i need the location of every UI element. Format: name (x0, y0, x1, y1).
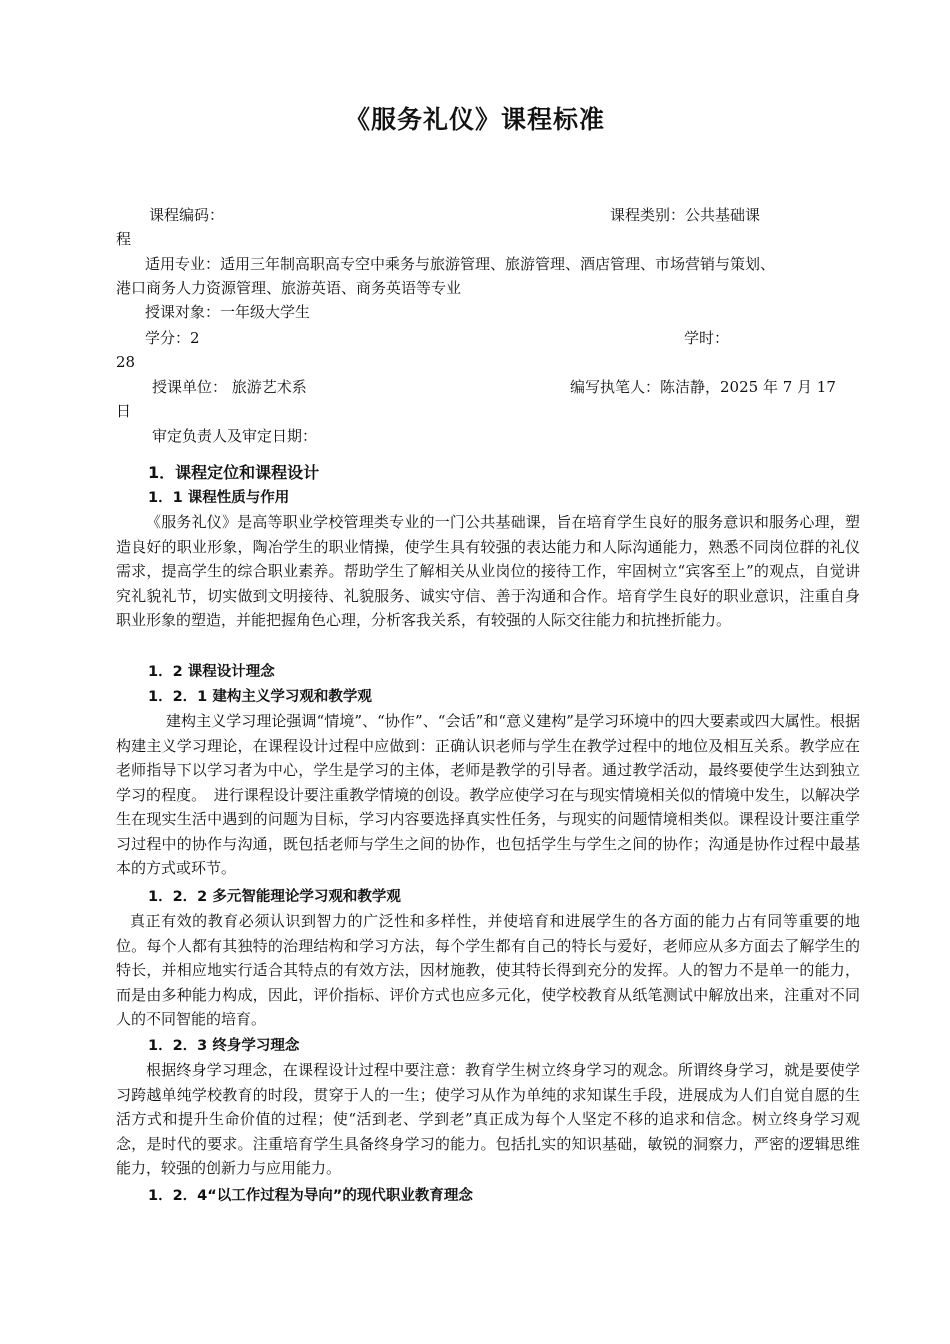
credit: 学分：2 (145, 329, 200, 347)
document-title: 《服务礼仪》课程标准 (344, 105, 605, 134)
course-code-label: 课程编码： (149, 206, 225, 224)
course-type: 课程类别：公共基础课 (610, 206, 761, 224)
author: 编写执笔人：陈洁静，2025 年 7 月 17 (570, 378, 836, 396)
section-heading-1-1: 1．1 课程性质与作用 (148, 490, 290, 506)
paragraph-1-2-1: 建构主义学习理论强调“情境”、“协作”、“会话”和“意义建构”是学习环境中的四大要素或四大属性。根据构建主义学习理论，在课程设计过程中应做到：正确认识老师与学生在教学过程中的地位及相互关系。教学应在老师指导下以学习者为中心，学生是学习的主体，老师是教学的引导者。通过教学活动，最终要使学生达到独立学习的程度。 进行课程设计要注重教学情境的创设。教学应使学习在与现实情境相关似的情境中发生，以解决学生在现实生活中遇到的问题为目标，学习内容要选择真实性任务，与现实的问题情境相类似。课程设计要注重学习过程中的协作与沟通，既包括老师与学生之间的协作，也包括学生与学生之间的协作；沟通是协作过程中最基本的方式或环节。 (116, 712, 860, 877)
section-heading-1-2-1: 1．2．1 建构主义学习观和教学观 (148, 689, 372, 705)
review-info: 审定负责人及审定日期： (152, 427, 318, 445)
section-heading-1: 1．课程定位和课程设计 (148, 463, 320, 482)
teaching-target: 授课对象：一年级大学生 (145, 303, 311, 321)
course-type-wrap: 程 (116, 230, 132, 248)
paragraph-1-2-2: 真正有效的教育必须认识到智力的广泛性和多样性，并使培育和进展学生的各方面的能力占有同等重要的地位。每个人都有其独特的治理结构和学习方法，每个学生都有自己的特长与爱好，老师应从多方面去了解学生的特长，并相应地实行适合其特点的有效方法，因材施教，使其特长得到充分的发挥。人的智力不是单一的能力，而是由多种能力构成，因此，评价指标、评价方式也应多元化，使学校教育从纸笔测试中解放出来，注重对不同人的不同智能的培育。 (116, 912, 860, 1028)
section-heading-1-2-2: 1．2．2 多元智能理论学习观和教学观 (148, 889, 401, 905)
hours-value: 28 (116, 353, 136, 371)
section-heading-1-2-3: 1．2．3 终身学习理念 (148, 1038, 300, 1054)
applicable-major-line2: 港口商务人力资源管理、旅游英语、商务英语等专业 (116, 279, 462, 297)
hours-label: 学时： (684, 329, 730, 347)
paragraph-1-2-3: 根据终身学习理念，在课程设计过程中要注意：教育学生树立终身学习的观念。所谓终身学习，就是要使学习跨越单纯学校教育的时段，贯穿于人的一生；使学习从作为单纯的求知谋生手段，进展成为人们自觉自愿的生活方式和提升生命价值的过程；使“活到老、学到老”真正成为每个人坚定不移的追求和信念。树立终身学习观念，是时代的要求。注重培育学生具备终身学习的能力。包括扎实的知识基础，敏锐的洞察力，严密的逻辑思维能力，较强的创新力与应用能力。 (116, 1061, 860, 1177)
section-heading-1-2: 1．2 课程设计理念 (148, 664, 275, 680)
author-wrap: 日 (116, 402, 132, 420)
paragraph-1-1: 《服务礼仪》是高等职业学校管理类专业的一门公共基础课，旨在培育学生良好的服务意识和服务心理，塑造良好的职业形象，陶冶学生的职业情操，使学生具有较强的表达能力和人际沟通能力，熟悉不同岗位群的礼仪需求，提高学生的综合职业素养。帮助学生了解相关从业岗位的接待工作，牢固树立“宾客至上”的观点，自觉讲究礼貌礼节，切实做到文明接待、礼貌服务、诚实守信、善于沟通和合作。培育学生良好的职业意识，注重自身职业形象的塑造，并能把握角色心理，分析客我关系，有较强的人际交往能力和抗挫折能力。 (116, 513, 860, 629)
applicable-major-line1: 适用专业：适用三年制高职高专空中乘务与旅游管理、旅游管理、酒店管理、市场营销与策划、 (145, 255, 776, 273)
teaching-unit: 授课单位： 旅游艺术系 (152, 378, 307, 396)
section-heading-1-2-4: 1．2．4“以工作过程为导向”的现代职业教育理念 (148, 1188, 473, 1204)
